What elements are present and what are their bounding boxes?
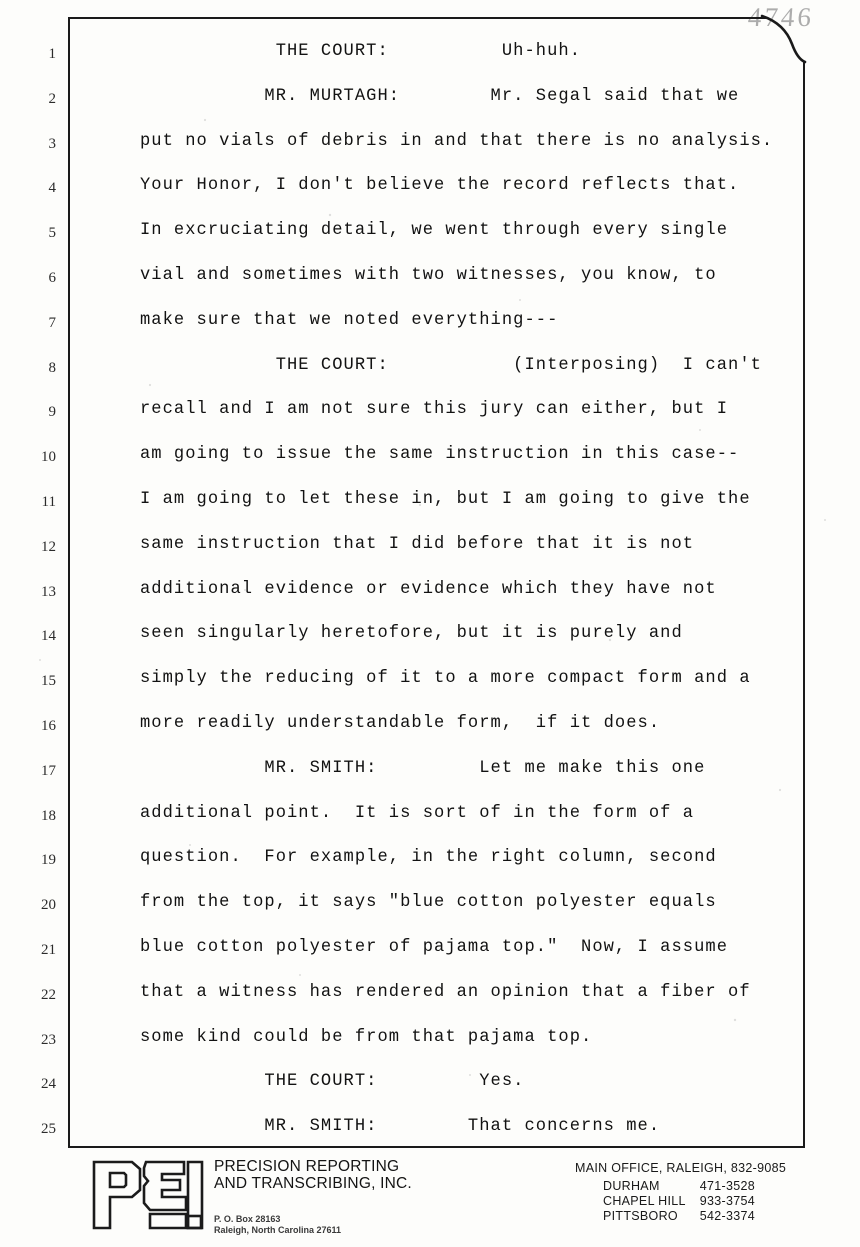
transcript-line — [0, 533, 860, 578]
line-number: 8 — [48, 359, 56, 376]
line-text: more readily understandable form, if it does. — [140, 713, 661, 733]
line-text: additional point. It is sort of in the form of a — [140, 803, 695, 823]
branch-city: CHAPEL HILL — [603, 1194, 686, 1208]
branch-row — [603, 1209, 755, 1224]
transcript-line — [0, 667, 860, 712]
line-text: seen singularly heretofore, but it is purely and — [140, 624, 683, 644]
line-number: 4 — [48, 180, 56, 197]
line-text: blue cotton polyester of pajama top." Now, I assume — [140, 937, 729, 957]
line-text: In excruciating detail, we went through every single — [140, 221, 729, 241]
branch-row — [603, 1194, 755, 1209]
page-number: 4746 — [746, 2, 816, 32]
transcript-line — [0, 174, 860, 219]
transcript-line — [0, 712, 860, 757]
footer-company-block — [88, 1154, 412, 1236]
precision-reporting-logo-icon — [88, 1156, 206, 1234]
line-text: same instruction that I did before that it is not — [140, 534, 695, 554]
transcript-line — [0, 1026, 860, 1071]
line-number: 1 — [48, 46, 56, 62]
line-number: 13 — [41, 583, 56, 600]
line-text: THE COURT: (Interposing) I can't — [140, 355, 762, 375]
line-text: THE COURT: Yes. — [140, 1072, 525, 1092]
branch-phone: 933-3754 — [699, 1194, 755, 1208]
line-number: 10 — [41, 449, 56, 466]
transcript-body — [0, 40, 860, 1160]
line-number: 12 — [41, 538, 56, 555]
page-border-top — [68, 17, 768, 19]
line-text: am going to issue the same instruction in this case-- — [140, 445, 740, 465]
transcript-line — [0, 1070, 860, 1115]
line-text: from the top, it says "blue cotton polyester equals — [140, 893, 717, 913]
company-text-block — [214, 1154, 412, 1236]
line-number: 20 — [41, 897, 56, 914]
branch-phone-table — [603, 1179, 755, 1224]
transcript-line — [0, 981, 860, 1026]
transcript-line — [0, 130, 860, 175]
line-number: 3 — [48, 135, 56, 152]
company-name-line-1: PRECISION REPORTING — [214, 1158, 400, 1175]
line-text: simply the reducing of it to a more compact form and a — [140, 669, 751, 689]
line-text: additional evidence or evidence which they have not — [140, 579, 717, 599]
transcript-line — [0, 264, 860, 309]
line-number: 17 — [41, 762, 56, 779]
line-text: MR. SMITH: That concerns me. — [140, 1117, 661, 1137]
company-name-line-2: AND TRANSCRIBING, INC. — [214, 1175, 412, 1192]
line-number: 21 — [41, 941, 56, 958]
page-footer — [0, 1154, 860, 1247]
transcript-line — [0, 219, 860, 264]
transcript-line — [0, 488, 860, 533]
branch-phone: 542-3374 — [699, 1209, 755, 1223]
line-text: I am going to let these in, but I am going to give the — [140, 489, 751, 509]
line-number: 5 — [48, 225, 56, 242]
transcript-line — [0, 846, 860, 891]
transcript-line — [0, 802, 860, 847]
branch-city: PITTSBORO — [603, 1209, 678, 1223]
line-number: 25 — [41, 1121, 56, 1138]
main-office-phone: MAIN OFFICE, RALEIGH, 832-9085 — [575, 1161, 787, 1175]
line-text: question. For example, in the right column, second — [140, 848, 717, 868]
line-text: recall and I am not sure this jury can either, but I — [140, 400, 729, 420]
transcript-line — [0, 578, 860, 623]
line-text: that a witness has rendered an opinion that a fiber of — [140, 982, 751, 1002]
line-number: 24 — [41, 1076, 56, 1093]
address-line-1: P. O. Box 28163 — [214, 1214, 281, 1224]
line-number: 22 — [41, 986, 56, 1003]
line-number: 16 — [41, 717, 56, 734]
line-number: 9 — [48, 404, 56, 421]
line-number: 23 — [41, 1031, 56, 1048]
line-number: 2 — [48, 90, 56, 107]
transcript-line — [0, 936, 860, 981]
line-number: 14 — [41, 628, 56, 645]
line-number: 6 — [48, 269, 56, 286]
footer-contact-block — [575, 1161, 786, 1224]
line-number: 15 — [41, 673, 56, 690]
transcript-line — [0, 398, 860, 443]
line-number: 18 — [41, 807, 56, 824]
line-number: 7 — [48, 314, 56, 331]
line-number: 11 — [41, 493, 56, 510]
address-line-2: Raleigh, North Carolina 27611 — [214, 1225, 342, 1235]
transcript-line — [0, 622, 860, 667]
transcript-line — [0, 85, 860, 130]
line-text: some kind could be from that pajama top. — [140, 1027, 593, 1047]
line-text: MR. SMITH: Let me make this one — [140, 758, 706, 778]
transcript-line — [0, 757, 860, 802]
company-address — [214, 1214, 412, 1236]
transcript-line — [0, 354, 860, 399]
line-text: THE COURT: Uh-huh. — [140, 42, 582, 61]
line-text: Your Honor, I don't believe the record reflects that. — [140, 176, 740, 196]
line-text: put no vials of debris in and that there is no analysis. — [140, 131, 774, 151]
transcript-line — [0, 891, 860, 936]
line-number: 19 — [41, 852, 56, 869]
transcript-line — [0, 40, 860, 85]
line-text: vial and sometimes with two witnesses, you know, to — [140, 265, 717, 285]
line-text: MR. MURTAGH: Mr. Segal said that we — [140, 86, 740, 106]
transcript-line — [0, 443, 860, 488]
branch-phone: 471-3528 — [699, 1179, 755, 1193]
transcript-line — [0, 309, 860, 354]
branch-city: DURHAM — [603, 1179, 660, 1193]
branch-row — [603, 1179, 755, 1194]
line-text: make sure that we noted everything--- — [140, 310, 559, 330]
